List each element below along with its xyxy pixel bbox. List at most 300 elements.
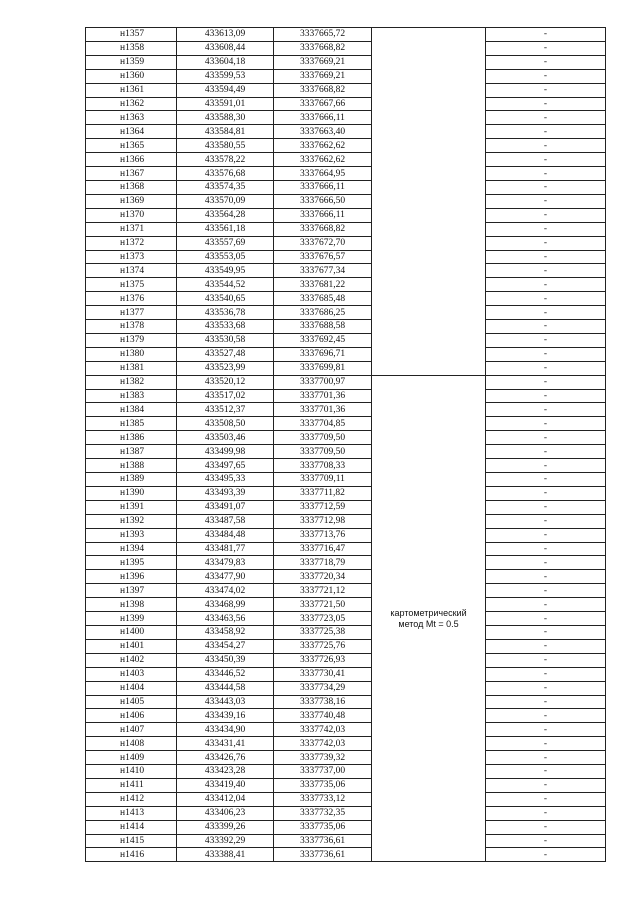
y-coordinate-cell: 3337676,57 <box>274 250 372 264</box>
table-row <box>86 236 606 250</box>
point-id-cell: н1359 <box>86 55 177 69</box>
table-row <box>86 486 606 500</box>
table-row <box>86 292 606 306</box>
point-id-cell: н1381 <box>86 361 177 375</box>
note-cell: - <box>486 431 606 445</box>
point-id-cell: н1358 <box>86 41 177 55</box>
note-cell: - <box>486 361 606 375</box>
y-coordinate-cell: 3337700,97 <box>274 375 372 389</box>
table-row <box>86 320 606 334</box>
x-coordinate-cell: 433434,90 <box>177 723 274 737</box>
note-cell: - <box>486 542 606 556</box>
table-row <box>86 417 606 431</box>
y-coordinate-cell: 3337726,93 <box>274 653 372 667</box>
point-id-cell: н1390 <box>86 486 177 500</box>
note-cell: - <box>486 292 606 306</box>
note-cell: - <box>486 695 606 709</box>
note-cell: - <box>486 194 606 208</box>
point-id-cell: н1364 <box>86 125 177 139</box>
table-row <box>86 208 606 222</box>
table-row <box>86 625 606 639</box>
y-coordinate-cell: 3337721,12 <box>274 584 372 598</box>
point-id-cell: н1403 <box>86 667 177 681</box>
x-coordinate-cell: 433561,18 <box>177 222 274 236</box>
point-id-cell: н1372 <box>86 236 177 250</box>
note-cell: - <box>486 612 606 626</box>
x-coordinate-cell: 433553,05 <box>177 250 274 264</box>
table-row <box>86 667 606 681</box>
note-cell: - <box>486 625 606 639</box>
x-coordinate-cell: 433508,50 <box>177 417 274 431</box>
table-row <box>86 820 606 834</box>
note-cell: - <box>486 723 606 737</box>
x-coordinate-cell: 433484,48 <box>177 528 274 542</box>
x-coordinate-cell: 433578,22 <box>177 153 274 167</box>
x-coordinate-cell: 433439,16 <box>177 709 274 723</box>
x-coordinate-cell: 433523,99 <box>177 361 274 375</box>
x-coordinate-cell: 433527,48 <box>177 347 274 361</box>
x-coordinate-cell: 433463,56 <box>177 612 274 626</box>
table-row <box>86 723 606 737</box>
point-id-cell: н1389 <box>86 473 177 487</box>
y-coordinate-cell: 3337713,76 <box>274 528 372 542</box>
y-coordinate-cell: 3337742,03 <box>274 737 372 751</box>
note-cell: - <box>486 473 606 487</box>
y-coordinate-cell: 3337668,82 <box>274 41 372 55</box>
y-coordinate-cell: 3337701,36 <box>274 389 372 403</box>
note-cell: - <box>486 389 606 403</box>
x-coordinate-cell: 433412,04 <box>177 792 274 806</box>
x-coordinate-cell: 433544,52 <box>177 278 274 292</box>
table-row <box>86 639 606 653</box>
point-id-cell: н1361 <box>86 83 177 97</box>
y-coordinate-cell: 3337712,98 <box>274 514 372 528</box>
point-id-cell: н1402 <box>86 653 177 667</box>
note-cell: - <box>486 125 606 139</box>
y-coordinate-cell: 3337737,00 <box>274 765 372 779</box>
x-coordinate-cell: 433495,33 <box>177 473 274 487</box>
note-cell: - <box>486 69 606 83</box>
table-row <box>86 751 606 765</box>
note-cell: - <box>486 653 606 667</box>
note-cell: - <box>486 737 606 751</box>
table-row <box>86 333 606 347</box>
y-coordinate-cell: 3337664,95 <box>274 167 372 181</box>
table-row <box>86 41 606 55</box>
y-coordinate-cell: 3337662,62 <box>274 139 372 153</box>
y-coordinate-cell: 3337699,81 <box>274 361 372 375</box>
note-cell: - <box>486 806 606 820</box>
table-row <box>86 375 606 389</box>
y-coordinate-cell: 3337709,11 <box>274 473 372 487</box>
table-row <box>86 445 606 459</box>
note-cell: - <box>486 848 606 862</box>
table-row <box>86 584 606 598</box>
note-cell: - <box>486 445 606 459</box>
point-id-cell: н1369 <box>86 194 177 208</box>
y-coordinate-cell: 3337663,40 <box>274 125 372 139</box>
x-coordinate-cell: 433599,53 <box>177 69 274 83</box>
x-coordinate-cell: 433388,41 <box>177 848 274 862</box>
x-coordinate-cell: 433419,40 <box>177 778 274 792</box>
point-id-cell: н1399 <box>86 612 177 626</box>
point-id-cell: н1401 <box>86 639 177 653</box>
method-label-line-1: картометрический <box>390 607 467 618</box>
note-cell: - <box>486 222 606 236</box>
note-cell: - <box>486 111 606 125</box>
note-cell: - <box>486 570 606 584</box>
point-id-cell: н1400 <box>86 625 177 639</box>
x-coordinate-cell: 433564,28 <box>177 208 274 222</box>
x-coordinate-cell: 433493,39 <box>177 486 274 500</box>
x-coordinate-cell: 433426,76 <box>177 751 274 765</box>
note-cell: - <box>486 792 606 806</box>
note-cell: - <box>486 278 606 292</box>
point-id-cell: н1406 <box>86 709 177 723</box>
x-coordinate-cell: 433591,01 <box>177 97 274 111</box>
x-coordinate-cell: 433479,83 <box>177 556 274 570</box>
note-cell: - <box>486 153 606 167</box>
table-row <box>86 250 606 264</box>
note-cell: - <box>486 486 606 500</box>
note-cell: - <box>486 97 606 111</box>
table-row <box>86 514 606 528</box>
y-coordinate-cell: 3337738,16 <box>274 695 372 709</box>
table-row <box>86 125 606 139</box>
x-coordinate-cell: 433604,18 <box>177 55 274 69</box>
point-id-cell: н1398 <box>86 598 177 612</box>
note-cell: - <box>486 139 606 153</box>
y-coordinate-cell: 3337736,61 <box>274 848 372 862</box>
y-coordinate-cell: 3337709,50 <box>274 445 372 459</box>
table-row <box>86 570 606 584</box>
y-coordinate-cell: 3337668,82 <box>274 83 372 97</box>
y-coordinate-cell: 3337666,11 <box>274 180 372 194</box>
note-cell: - <box>486 250 606 264</box>
y-coordinate-cell: 3337720,34 <box>274 570 372 584</box>
x-coordinate-cell: 433503,46 <box>177 431 274 445</box>
point-id-cell: н1388 <box>86 459 177 473</box>
point-id-cell: н1397 <box>86 584 177 598</box>
point-id-cell: н1368 <box>86 180 177 194</box>
note-cell: - <box>486 55 606 69</box>
note-cell: - <box>486 333 606 347</box>
point-id-cell: н1414 <box>86 820 177 834</box>
note-cell: - <box>486 403 606 417</box>
point-id-cell: н1395 <box>86 556 177 570</box>
y-coordinate-cell: 3337740,48 <box>274 709 372 723</box>
point-id-cell: н1411 <box>86 778 177 792</box>
table-row <box>86 653 606 667</box>
note-cell: - <box>486 556 606 570</box>
note-cell: - <box>486 347 606 361</box>
point-id-cell: н1362 <box>86 97 177 111</box>
table-row <box>86 264 606 278</box>
x-coordinate-cell: 433533,68 <box>177 320 274 334</box>
point-id-cell: н1415 <box>86 834 177 848</box>
point-id-cell: н1386 <box>86 431 177 445</box>
x-coordinate-cell: 433458,92 <box>177 625 274 639</box>
note-cell: - <box>486 681 606 695</box>
x-coordinate-cell: 433576,68 <box>177 167 274 181</box>
x-coordinate-cell: 433570,09 <box>177 194 274 208</box>
x-coordinate-cell: 433450,39 <box>177 653 274 667</box>
y-coordinate-cell: 3337667,66 <box>274 97 372 111</box>
y-coordinate-cell: 3337732,35 <box>274 806 372 820</box>
note-cell: - <box>486 820 606 834</box>
y-coordinate-cell: 3337668,82 <box>274 222 372 236</box>
table-row <box>86 542 606 556</box>
table-row <box>86 612 606 626</box>
x-coordinate-cell: 433468,99 <box>177 598 274 612</box>
note-cell: - <box>486 500 606 514</box>
note-cell: - <box>486 375 606 389</box>
y-coordinate-cell: 3337725,38 <box>274 625 372 639</box>
point-id-cell: н1367 <box>86 167 177 181</box>
table-row <box>86 139 606 153</box>
point-id-cell: н1374 <box>86 264 177 278</box>
point-id-cell: н1377 <box>86 306 177 320</box>
x-coordinate-cell: 433594,49 <box>177 83 274 97</box>
note-cell: - <box>486 528 606 542</box>
table-row <box>86 222 606 236</box>
point-id-cell: н1385 <box>86 417 177 431</box>
x-coordinate-cell: 433399,26 <box>177 820 274 834</box>
note-cell: - <box>486 167 606 181</box>
table-row <box>86 778 606 792</box>
note-cell: - <box>486 514 606 528</box>
table-row <box>86 556 606 570</box>
point-id-cell: н1366 <box>86 153 177 167</box>
y-coordinate-cell: 3337734,29 <box>274 681 372 695</box>
point-id-cell: н1396 <box>86 570 177 584</box>
point-id-cell: н1392 <box>86 514 177 528</box>
x-coordinate-cell: 433512,37 <box>177 403 274 417</box>
point-id-cell: н1371 <box>86 222 177 236</box>
point-id-cell: н1363 <box>86 111 177 125</box>
y-coordinate-cell: 3337701,36 <box>274 403 372 417</box>
y-coordinate-cell: 3337733,12 <box>274 792 372 806</box>
table-row <box>86 834 606 848</box>
x-coordinate-cell: 433580,55 <box>177 139 274 153</box>
table-row <box>86 403 606 417</box>
x-coordinate-cell: 433491,07 <box>177 500 274 514</box>
y-coordinate-cell: 3337666,11 <box>274 111 372 125</box>
y-coordinate-cell: 3337666,50 <box>274 194 372 208</box>
x-coordinate-cell: 433536,78 <box>177 306 274 320</box>
note-cell: - <box>486 751 606 765</box>
note-cell: - <box>486 584 606 598</box>
coordinates-table-body <box>86 28 606 862</box>
y-coordinate-cell: 3337716,47 <box>274 542 372 556</box>
x-coordinate-cell: 433423,28 <box>177 765 274 779</box>
x-coordinate-cell: 433477,90 <box>177 570 274 584</box>
y-coordinate-cell: 3337685,48 <box>274 292 372 306</box>
y-coordinate-cell: 3337721,50 <box>274 598 372 612</box>
table-row <box>86 737 606 751</box>
x-coordinate-cell: 433474,02 <box>177 584 274 598</box>
point-id-cell: н1379 <box>86 333 177 347</box>
point-id-cell: н1405 <box>86 695 177 709</box>
x-coordinate-cell: 433584,81 <box>177 125 274 139</box>
table-row <box>86 306 606 320</box>
point-id-cell: н1408 <box>86 737 177 751</box>
table-row <box>86 180 606 194</box>
point-id-cell: н1410 <box>86 765 177 779</box>
y-coordinate-cell: 3337688,58 <box>274 320 372 334</box>
note-cell: - <box>486 264 606 278</box>
point-id-cell: н1413 <box>86 806 177 820</box>
table-row <box>86 792 606 806</box>
y-coordinate-cell: 3337718,79 <box>274 556 372 570</box>
y-coordinate-cell: 3337669,21 <box>274 69 372 83</box>
table-row <box>86 194 606 208</box>
document-page <box>85 27 605 862</box>
x-coordinate-cell: 433517,02 <box>177 389 274 403</box>
table-row <box>86 848 606 862</box>
table-row <box>86 347 606 361</box>
table-row <box>86 153 606 167</box>
y-coordinate-cell: 3337708,33 <box>274 459 372 473</box>
x-coordinate-cell: 433444,58 <box>177 681 274 695</box>
x-coordinate-cell: 433530,58 <box>177 333 274 347</box>
table-row <box>86 765 606 779</box>
point-id-cell: н1384 <box>86 403 177 417</box>
table-row <box>86 361 606 375</box>
point-id-cell: н1373 <box>86 250 177 264</box>
point-id-cell: н1416 <box>86 848 177 862</box>
table-row <box>86 55 606 69</box>
table-row <box>86 167 606 181</box>
point-id-cell: н1387 <box>86 445 177 459</box>
note-cell: - <box>486 28 606 42</box>
point-id-cell: н1393 <box>86 528 177 542</box>
y-coordinate-cell: 3337665,72 <box>274 28 372 42</box>
y-coordinate-cell: 3337736,61 <box>274 834 372 848</box>
y-coordinate-cell: 3337692,45 <box>274 333 372 347</box>
note-cell: - <box>486 639 606 653</box>
x-coordinate-cell: 433497,65 <box>177 459 274 473</box>
y-coordinate-cell: 3337739,32 <box>274 751 372 765</box>
method-label-line-2: метод Mt = 0.5 <box>398 618 459 629</box>
x-coordinate-cell: 433574,35 <box>177 180 274 194</box>
table-row <box>86 528 606 542</box>
point-id-cell: н1365 <box>86 139 177 153</box>
x-coordinate-cell: 433557,69 <box>177 236 274 250</box>
note-cell: - <box>486 667 606 681</box>
y-coordinate-cell: 3337711,82 <box>274 486 372 500</box>
point-id-cell: н1391 <box>86 500 177 514</box>
coordinates-table <box>85 27 606 862</box>
y-coordinate-cell: 3337725,76 <box>274 639 372 653</box>
y-coordinate-cell: 3337742,03 <box>274 723 372 737</box>
method-cell <box>372 375 486 862</box>
point-id-cell: н1394 <box>86 542 177 556</box>
x-coordinate-cell: 433443,03 <box>177 695 274 709</box>
x-coordinate-cell: 433520,12 <box>177 375 274 389</box>
point-id-cell: н1380 <box>86 347 177 361</box>
x-coordinate-cell: 433487,58 <box>177 514 274 528</box>
table-row <box>86 806 606 820</box>
y-coordinate-cell: 3337696,71 <box>274 347 372 361</box>
y-coordinate-cell: 3337672,70 <box>274 236 372 250</box>
note-cell: - <box>486 41 606 55</box>
table-row <box>86 598 606 612</box>
note-cell: - <box>486 208 606 222</box>
x-coordinate-cell: 433446,52 <box>177 667 274 681</box>
note-cell: - <box>486 417 606 431</box>
point-id-cell: н1404 <box>86 681 177 695</box>
table-row <box>86 709 606 723</box>
y-coordinate-cell: 3337666,11 <box>274 208 372 222</box>
table-row <box>86 473 606 487</box>
note-cell: - <box>486 598 606 612</box>
y-coordinate-cell: 3337704,85 <box>274 417 372 431</box>
x-coordinate-cell: 433406,23 <box>177 806 274 820</box>
note-cell: - <box>486 765 606 779</box>
table-row <box>86 695 606 709</box>
point-id-cell: н1375 <box>86 278 177 292</box>
x-coordinate-cell: 433392,29 <box>177 834 274 848</box>
method-cell-empty <box>372 28 486 376</box>
y-coordinate-cell: 3337662,62 <box>274 153 372 167</box>
x-coordinate-cell: 433588,30 <box>177 111 274 125</box>
point-id-cell: н1382 <box>86 375 177 389</box>
table-row <box>86 500 606 514</box>
y-coordinate-cell: 3337712,59 <box>274 500 372 514</box>
note-cell: - <box>486 306 606 320</box>
point-id-cell: н1360 <box>86 69 177 83</box>
point-id-cell: н1383 <box>86 389 177 403</box>
y-coordinate-cell: 3337669,21 <box>274 55 372 69</box>
point-id-cell: н1378 <box>86 320 177 334</box>
y-coordinate-cell: 3337677,34 <box>274 264 372 278</box>
table-row <box>86 111 606 125</box>
note-cell: - <box>486 83 606 97</box>
y-coordinate-cell: 3337723,05 <box>274 612 372 626</box>
x-coordinate-cell: 433454,27 <box>177 639 274 653</box>
point-id-cell: н1412 <box>86 792 177 806</box>
x-coordinate-cell: 433613,09 <box>177 28 274 42</box>
x-coordinate-cell: 433608,44 <box>177 41 274 55</box>
y-coordinate-cell: 3337686,25 <box>274 306 372 320</box>
y-coordinate-cell: 3337735,06 <box>274 820 372 834</box>
table-row <box>86 69 606 83</box>
note-cell: - <box>486 778 606 792</box>
table-row <box>86 681 606 695</box>
y-coordinate-cell: 3337681,22 <box>274 278 372 292</box>
y-coordinate-cell: 3337709,50 <box>274 431 372 445</box>
x-coordinate-cell: 433431,41 <box>177 737 274 751</box>
x-coordinate-cell: 433549,95 <box>177 264 274 278</box>
table-row <box>86 459 606 473</box>
y-coordinate-cell: 3337730,41 <box>274 667 372 681</box>
x-coordinate-cell: 433499,98 <box>177 445 274 459</box>
table-row <box>86 389 606 403</box>
x-coordinate-cell: 433540,65 <box>177 292 274 306</box>
point-id-cell: н1370 <box>86 208 177 222</box>
note-cell: - <box>486 320 606 334</box>
x-coordinate-cell: 433481,77 <box>177 542 274 556</box>
point-id-cell: н1357 <box>86 28 177 42</box>
note-cell: - <box>486 709 606 723</box>
point-id-cell: н1409 <box>86 751 177 765</box>
point-id-cell: н1407 <box>86 723 177 737</box>
table-row <box>86 431 606 445</box>
table-row <box>86 83 606 97</box>
note-cell: - <box>486 459 606 473</box>
table-row <box>86 28 606 42</box>
